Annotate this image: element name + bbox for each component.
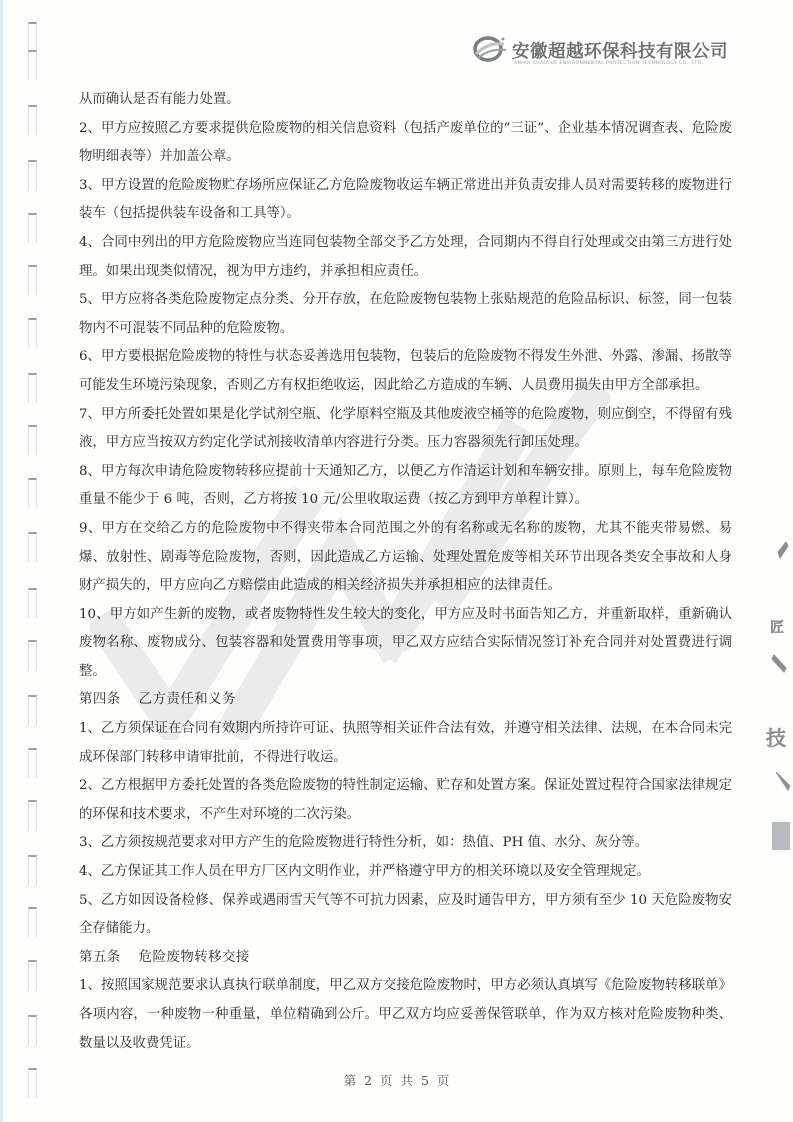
clause-paragraph: 10、甲方如产生新的废物，或者废物特性发生较大的变化，甲方应及时书面告知乙方，并重新取样，重新确认废物名称、废物成分、包装容器和处置费用等事项，甲乙双方应结合实际情况签订补充合同并对处置费进行调整。 (79, 606, 732, 679)
clause-paragraph: 4、乙方保证其工作人员在甲方厂区内文明作业，并严格遵守甲方的相关环境以及安全管理规定。 (79, 864, 650, 880)
binding-hole-mark (28, 318, 37, 348)
binding-hole-mark (28, 640, 37, 670)
binding-hole-mark (28, 22, 37, 52)
clause-paragraph: 6、甲方要根据危险废物的特性与状态妥善选用包装物，包装后的危险废物不得发生外泄、外露、渗漏、扬散等可能发生环境污染现象，否则乙方有权拒绝收运，因此给乙方造成的车辆、人员费用损失由甲方全部承担。 (79, 349, 732, 393)
binding-hole-mark (28, 1015, 37, 1045)
binding-hole-mark (28, 855, 37, 885)
article-number: 第五条 (79, 949, 121, 965)
company-name-cn: 安徽超越环保科技有限公司 (512, 42, 728, 62)
partial-seal-stamp-icon (748, 540, 793, 860)
page-indicator: 第 2 页 共 5 页 (343, 1073, 450, 1088)
clause-paragraph: 1、乙方须保证在合同有效期内所持许可证、执照等相关证件合法有效，并遵守相关法律、法规，在本合同未完成环保部门转移申请审批前，不得进行收运。 (79, 721, 732, 765)
binding-hole-mark (28, 50, 37, 80)
svg-text:技: 技 (766, 726, 786, 750)
clause-paragraph: 1、按照国家规范要求认真执行联单制度，甲乙双方交接危险废物时，甲方必须认真填写《危险废物转移联单》各项内容，一种废物一种重量，单位精确到公斤。甲乙双方均应妥善保管联单，作为双方核对危险废物种类、数量以及收费凭证。 (79, 978, 732, 1051)
clause-paragraph: 8、甲方每次申请危险废物转移应提前十天通知乙方，以便乙方作清运计划和车辆安排。原则上，每车危险废物重量不能少于 6 吨，否则，乙方将按 10 元/公里收取运费（按乙方到甲方单程计算）。 (79, 463, 732, 508)
clause-paragraph: 2、甲方应按照乙方要求提供危险废物的相关信息资料（包括产废单位的“三证”、企业基本情况调查表、危险废物明细表等）并加盖公章。 (79, 120, 732, 165)
clause-paragraph: 9、甲方在交给乙方的危险废物中不得夹带本合同范围之外的有名称或无名称的废物，尤其不能夹带易燃、易爆、放射性、剧毒等危险废物，否则，因此造成乙方运输、处理处置危废等相关环节出现各类安全事故和人身财产损失的，甲方应向乙方赔偿由此造成的相关经济损失并承担相应的法律责任。 (79, 520, 732, 594)
binding-hole-mark (28, 425, 37, 455)
clause-paragraph: 从而确认是否有能力处置。 (79, 92, 240, 107)
article-heading (79, 944, 732, 973)
article5-clauses (79, 972, 732, 1058)
binding-hole-mark (28, 532, 37, 562)
company-name-en: ANHUI CHAOYUE ENVIRONMENTAL PROTECTION TECHNOLOGY CO., LTD. (514, 61, 704, 66)
clause-paragraph: 3、乙方须按规范要求对甲方产生的危险废物进行特性分析，如：热值、PH 值、水分、灰分等。 (79, 835, 649, 851)
clause-paragraph: 5、乙方如因设备检修、保养或遇雨雪天气等不可抗力因素，应及时通告甲方，甲方须有至少 10 天危险废物安全存储能力。 (79, 892, 732, 937)
clause-paragraph: 7、甲方所委托处置如果是化学试剂空瓶、化学原料空瓶及其他废液空桶等的危险废物，则应倒空，不得留有残液，甲方应当按双方约定化学试剂接收清单内容进行分类。压力容器须先行卸压处理。 (79, 406, 732, 451)
article-heading (79, 686, 732, 715)
binding-hole-mark (28, 907, 37, 937)
binding-hole-mark (28, 478, 37, 508)
binding-hole-mark (28, 105, 37, 135)
binding-hole-mark (28, 748, 37, 778)
svg-text:匠: 匠 (770, 620, 784, 636)
binding-hole-mark (28, 160, 37, 190)
clause-paragraph: 4、合同中列出的甲方危险废物应当连同包装物全部交予乙方处理，合同期内不得自行处理或交由第三方进行处理。如果出现类似情况，视为甲方违约，并承担相应责任。 (79, 234, 732, 279)
scan-binding-edge (0, 0, 3, 1122)
clause-paragraph: 5、甲方应将各类危险废物定点分类、分开存放，在危险废物包装物上张贴规范的危险品标识、标签，同一包装物内不可混装不同品种的危险废物。 (79, 292, 732, 336)
clause-paragraph: 3、甲方设置的危险废物贮存场所应保证乙方危险废物收运车辆正常进出并负责安排人员对需要转移的废物进行装车（包括提供装车设备和工具等）。 (79, 177, 732, 222)
binding-hole-mark (28, 695, 37, 725)
article-title: 乙方责任和义务 (138, 692, 236, 708)
clause-paragraph: 2、乙方根据甲方委托处置的各类危险废物的特性制定运输、贮存和处置方案。保证处置过程符合国家法律规定的环保和技术要求，不产生对环境的二次污染。 (79, 778, 732, 822)
contract-body (79, 86, 732, 1058)
binding-hole-mark (28, 588, 37, 618)
article-number: 第四条 (79, 692, 121, 708)
article4-clauses (79, 715, 732, 944)
binding-hole-mark (28, 800, 37, 830)
binding-hole-mark (28, 960, 37, 990)
article-title: 危险废物转移交接 (138, 949, 250, 965)
swoosh-globe-logo-icon (472, 34, 508, 64)
article3-clauses (79, 86, 732, 686)
letterhead (472, 30, 742, 72)
binding-hole-mark (28, 265, 37, 295)
binding-hole-mark (28, 213, 37, 243)
binding-hole-mark (28, 373, 37, 403)
